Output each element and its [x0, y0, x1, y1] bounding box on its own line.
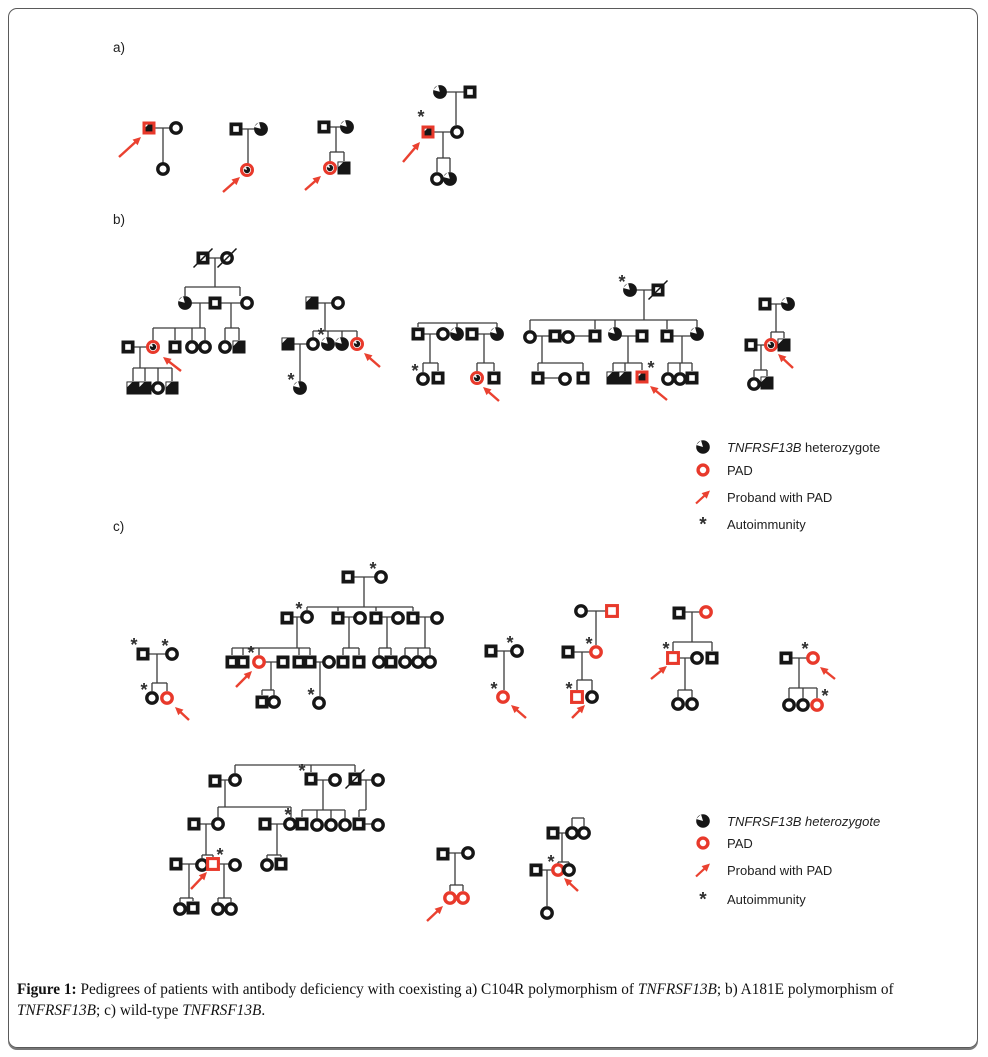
symbol-center: [345, 574, 351, 580]
person-female-symbol: [608, 327, 622, 341]
symbol-center: [552, 333, 558, 339]
autoimmunity-asterisk: *: [130, 635, 138, 655]
person-female-symbol: [563, 332, 573, 342]
person-female-symbol: [425, 657, 435, 667]
symbol-center: [335, 615, 341, 621]
person-female-symbol: [673, 699, 683, 709]
symbol-center: [229, 659, 235, 665]
person-female-symbol: [340, 820, 350, 830]
person-female-symbol: [564, 865, 574, 875]
autoimmunity-asterisk: *: [662, 639, 670, 659]
person-female-symbol: [162, 693, 172, 703]
person-female-symbol: [335, 337, 349, 351]
person-female-symbol: [230, 860, 240, 870]
person-female-symbol: [808, 653, 818, 663]
caption-part: TNFRSF13B: [182, 1002, 262, 1020]
person-female-symbol: [413, 657, 423, 667]
person-female-symbol: [525, 332, 535, 342]
person-female-symbol: [376, 572, 386, 582]
autoimmunity-asterisk: *: [298, 761, 306, 781]
pedigree-b2: [282, 297, 381, 395]
symbol-center: [373, 615, 379, 621]
pedigree-cb2: [427, 848, 473, 922]
symbol-center: [435, 375, 441, 381]
person-female-symbol: [450, 327, 464, 341]
section-label-c: c): [113, 519, 125, 534]
symbol-center: [533, 867, 539, 873]
pedigree-a4: [403, 85, 477, 186]
legend-label-part: heterozygote: [801, 813, 881, 829]
symbol-center: [664, 333, 670, 339]
symbol-center: [565, 649, 571, 655]
person-male-symbol: [607, 606, 618, 617]
person-female-symbol: [798, 700, 808, 710]
pedigree-b1: [122, 249, 253, 395]
caption-part: TNFRSF13B: [637, 981, 717, 998]
person-female-symbol: [452, 127, 462, 137]
person-female-symbol: [293, 381, 307, 395]
person-female-symbol: [675, 374, 685, 384]
symbol-center: [240, 659, 246, 665]
pedigree-a1: [119, 122, 181, 175]
person-female-symbol: [579, 828, 589, 838]
person-female-symbol: [242, 298, 252, 308]
person-female-symbol: [153, 383, 163, 393]
symbol-center: [748, 342, 754, 348]
person-female-symbol: [373, 775, 383, 785]
person-female-symbol: [458, 893, 468, 903]
symbol-center: [172, 344, 178, 350]
person-female-symbol: [269, 697, 279, 707]
person-female-symbol: [333, 298, 343, 308]
symbol-center: [488, 648, 494, 654]
pedigree-c4: [562, 606, 618, 718]
autoimmunity-asterisk: *: [307, 685, 315, 705]
pedigree-cb3: [530, 818, 590, 918]
person-female-symbol: [432, 613, 442, 623]
person-female-symbol: [230, 775, 240, 785]
symbol-center: [308, 776, 314, 782]
person-female-symbol: [542, 908, 552, 918]
legend-item-pad-circle: [693, 833, 753, 853]
person-female-symbol: [254, 657, 264, 667]
legend-label: [727, 490, 832, 505]
pedigree-c6: [780, 639, 836, 710]
legend-label-part: heterozygote: [801, 439, 881, 455]
section-label-b: b): [113, 212, 126, 227]
person-female-symbol: [663, 374, 673, 384]
caption-part: ; b) A181E polymorphism of: [716, 981, 894, 998]
symbol-center: [388, 659, 394, 665]
legend-item-asterisk: [693, 889, 806, 909]
symbol-center: [284, 615, 290, 621]
symbol-center: [299, 821, 305, 827]
autoimmunity-asterisk: *: [801, 639, 809, 659]
person-female-symbol: [701, 607, 711, 617]
person-female-symbol: [213, 819, 223, 829]
autoimmunity-asterisk: *: [247, 643, 255, 663]
person-female-symbol: [587, 692, 597, 702]
person-female-symbol: [213, 904, 223, 914]
caption-part: TNFRSF13B: [17, 1002, 97, 1020]
legend-label: [727, 814, 880, 829]
person-female-symbol: [178, 296, 192, 310]
person-female-symbol: [254, 122, 268, 136]
autoimmunity-asterisk: *: [547, 852, 555, 872]
person-female-symbol: [781, 297, 795, 311]
symbol-center: [783, 655, 789, 661]
person-female-symbol: [355, 613, 365, 623]
person-female-symbol: [749, 379, 759, 389]
autoimmunity-asterisk: *: [295, 599, 303, 619]
pedigree-c2: [226, 559, 443, 709]
person-female-symbol: [197, 860, 207, 870]
person-female-symbol: [692, 653, 702, 663]
symbol-center: [296, 659, 302, 665]
person-female-symbol: [175, 904, 185, 914]
symbol-center: [125, 344, 131, 350]
person-female-symbol: [400, 657, 410, 667]
legend-label: [727, 517, 806, 532]
person-female-symbol: [687, 699, 697, 709]
legend-proband-arrow-icon: [693, 860, 715, 880]
symbol-center: [173, 861, 179, 867]
symbol-center: [262, 821, 268, 827]
person-female-symbol: [560, 374, 570, 384]
legend-label-part: TNFRSF13B: [727, 813, 802, 829]
person-female-symbol: [567, 828, 577, 838]
person-female-symbol: [302, 612, 312, 622]
person-female-symbol: [393, 613, 403, 623]
autoimmunity-asterisk: *: [284, 805, 292, 825]
pedigree-cb1: [170, 761, 384, 915]
person-female-symbol: [418, 374, 428, 384]
legend-label-part: PAD: [727, 835, 753, 851]
person-female-symbol: [784, 700, 794, 710]
person-female-symbol: [340, 120, 354, 134]
symbol-center: [535, 375, 541, 381]
person-female-symbol: [438, 329, 448, 339]
autoimmunity-asterisk: *: [287, 370, 295, 390]
symbol-center: [676, 610, 682, 616]
person-female-symbol: [330, 775, 340, 785]
legend-item-het-circle: [693, 811, 880, 831]
person-female-symbol: [200, 342, 210, 352]
person-female-symbol: [158, 164, 168, 174]
autoimmunity-asterisk: *: [585, 634, 593, 654]
pedigree-b5: [745, 297, 795, 390]
autoimmunity-asterisk: *: [411, 361, 419, 381]
legend-label-part: Autoimmunity: [727, 516, 806, 532]
autoimmunity-asterisk: *: [490, 679, 498, 699]
legend-pad-circle-icon: [693, 833, 715, 853]
legend-item-het-circle: [693, 437, 880, 457]
person-female-symbol: [312, 820, 322, 830]
symbol-center: [592, 333, 598, 339]
person-female-symbol: [432, 174, 442, 184]
symbol-center: [212, 778, 218, 784]
legend-het-circle-icon: [693, 811, 715, 831]
symbol-center: [491, 375, 497, 381]
symbol-center: [321, 124, 327, 130]
symbol-center: [639, 333, 645, 339]
legend-label: [727, 440, 880, 455]
legend-label-part: Proband with PAD: [727, 862, 833, 878]
symbol-center: [140, 651, 146, 657]
symbol-center: [259, 699, 265, 705]
person-female-symbol: [326, 820, 336, 830]
pedigree-a3: [305, 120, 354, 190]
autoimmunity-asterisk: *: [506, 633, 514, 653]
symbol-center: [440, 851, 446, 857]
legend-asterisk-icon: [693, 514, 715, 534]
person-female-symbol: [498, 692, 508, 702]
autoimmunity-asterisk: *: [216, 845, 224, 865]
person-female-symbol: [463, 848, 473, 858]
caption-part: Figure 1:: [17, 981, 77, 998]
autoimmunity-asterisk: *: [369, 559, 377, 579]
symbol-center: [410, 615, 416, 621]
legend-item-asterisk: [693, 514, 806, 534]
autoimmunity-asterisk: *: [161, 636, 169, 656]
pedigree-a2: [223, 122, 268, 192]
symbol-center: [356, 659, 362, 665]
legend-label: [727, 863, 832, 878]
person-female-symbol: [187, 342, 197, 352]
section-label-a: a): [113, 40, 126, 55]
person-female-symbol: [490, 327, 504, 341]
person-female-symbol: [262, 860, 272, 870]
symbol-center: [762, 301, 768, 307]
person-female-symbol: [690, 327, 704, 341]
legend-proband-arrow-icon: [693, 487, 715, 507]
autoimmunity-asterisk: *: [317, 325, 325, 345]
symbol-center: [709, 655, 715, 661]
proband-arrow-shaft: [403, 146, 417, 162]
caption-part: .: [261, 1002, 266, 1020]
pedigree-c1: [130, 635, 189, 720]
legend-asterisk-icon: [693, 889, 715, 909]
symbol-center: [191, 821, 197, 827]
person-female-symbol: [147, 693, 157, 703]
person-female-symbol: [220, 342, 230, 352]
person-female-symbol: [373, 820, 383, 830]
symbol-center: [550, 830, 556, 836]
autoimmunity-asterisk: *: [618, 272, 626, 292]
legend-label-part: TNFRSF13B: [727, 439, 802, 455]
autoimmunity-asterisk: *: [565, 679, 573, 699]
pedigree-c5: [651, 607, 719, 710]
figure-caption: [17, 979, 967, 1021]
person-female-symbol: [324, 657, 334, 667]
symbol-center: [340, 659, 346, 665]
deceased-slash: [346, 770, 365, 789]
autoimmunity-asterisk: *: [140, 680, 148, 700]
symbol-center: [467, 89, 473, 95]
caption-part: ; c) wild-type: [96, 1002, 183, 1020]
svg-text:*: *: [699, 514, 707, 534]
legend-label-part: Autoimmunity: [727, 891, 806, 907]
person-male-symbol: [572, 692, 583, 703]
legend-label: [727, 892, 806, 907]
proband-arrow-shaft: [119, 140, 137, 157]
symbol-center: [356, 821, 362, 827]
symbol-center: [415, 331, 421, 337]
legend-label: [727, 463, 753, 478]
person-female-symbol: [314, 698, 324, 708]
person-female-symbol: [445, 893, 455, 903]
person-female-symbol: [226, 904, 236, 914]
svg-text:*: *: [699, 889, 707, 909]
symbol-center: [233, 126, 239, 132]
symbol-center: [278, 861, 284, 867]
autoimmunity-asterisk: *: [417, 107, 425, 127]
autoimmunity-asterisk: *: [647, 358, 655, 378]
person-female-symbol: [374, 657, 384, 667]
legend-het-circle-icon: [693, 437, 715, 457]
pedigree-b3: [411, 323, 503, 401]
caption-part: Pedigrees of patients with antibody deficiency with coexisting a) C104R polymorphism of: [76, 981, 638, 998]
person-female-symbol: [576, 606, 586, 616]
symbol-center: [280, 659, 286, 665]
legend-item-proband-arrow: [693, 860, 832, 880]
legend-label: [727, 836, 753, 851]
symbol-center: [580, 375, 586, 381]
person-female-symbol: [443, 172, 457, 186]
legend-item-pad-circle: [693, 460, 753, 480]
legend-item-proband-arrow: [693, 487, 832, 507]
pedigree-c3: [485, 633, 527, 718]
person-female-symbol: [433, 85, 447, 99]
person-female-symbol: [171, 123, 181, 133]
symbol-center: [469, 331, 475, 337]
legend-label-part: PAD: [727, 462, 753, 478]
symbol-center: [212, 300, 218, 306]
symbol-center: [190, 905, 196, 911]
autoimmunity-asterisk: *: [821, 686, 829, 706]
legend-pad-circle-icon: [693, 460, 715, 480]
symbol-center: [307, 659, 313, 665]
legend-label-part: Proband with PAD: [727, 489, 833, 505]
symbol-center: [689, 375, 695, 381]
pedigree-b4: [525, 272, 704, 400]
